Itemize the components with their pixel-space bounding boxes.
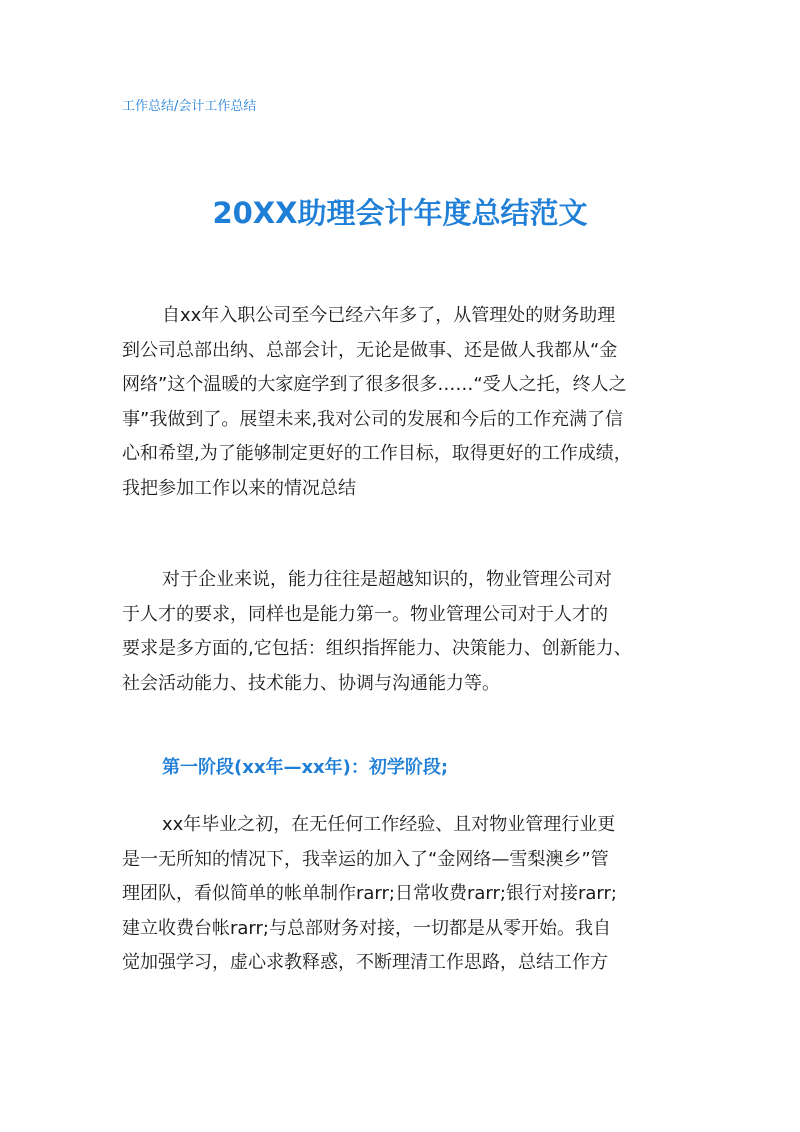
breadcrumb[interactable]: 工作总结/会计工作总结 — [122, 99, 257, 114]
paragraph-line: 网络”这个温暖的大家庭学到了很多很多……“受人之托，终人之 — [122, 374, 627, 395]
paragraph-line: 到公司总部出纳、总部会计，无论是做事、还是做人我都从“金 — [122, 339, 618, 361]
paragraph-line: 对于企业来说，能力往往是超越知识的，物业管理公司对 — [162, 569, 612, 590]
paragraph-line: xx年毕业之初，在无任何工作经验、且对物业管理行业更 — [162, 814, 616, 835]
paragraph-line: 是一无所知的情况下，我幸运的加入了“金网络—雪梨澳乡”管 — [122, 848, 609, 870]
paragraph-line: 于人才的要求，同样也是能力第一。物业管理公司对于人才的 — [122, 603, 608, 625]
paragraph-line: 觉加强学习，虚心求教释惑，不断理清工作思路，总结工作方 — [122, 952, 608, 973]
paragraph-line: 建立收费台帐rarr;与总部财务对接，一切都是从零开始。我自 — [122, 917, 611, 939]
paragraph-line: 理团队，看似简单的帐单制作rarr;日常收费rarr;银行对接rarr; — [122, 883, 617, 904]
page-title: 20XX助理会计年度总结范文 — [212, 196, 588, 230]
paragraph-line: 我把参加工作以来的情况总结 — [122, 477, 356, 499]
paragraph-intro — [122, 299, 682, 506]
section-heading: 第一阶段(xx年—xx年)：初学阶段; — [162, 757, 449, 778]
paragraph-line: 社会活动能力、技术能力、协调与沟通能力等。 — [122, 672, 500, 694]
paragraph-line: 心和希望,为了能够制定更好的工作目标，取得更好的工作成绩， — [122, 443, 632, 464]
paragraph-line: 事”我做到了。展望未来,我对公司的发展和今后的工作充满了信 — [122, 408, 624, 430]
paragraph-line: 要求是多方面的,它包括：组织指挥能力、决策能力、创新能力、 — [122, 638, 632, 659]
paragraph-stage-one — [122, 808, 682, 981]
paragraph-line: 自xx年入职公司至今已经六年多了，从管理处的财务助理 — [162, 305, 616, 326]
paragraph-ability — [122, 563, 682, 701]
